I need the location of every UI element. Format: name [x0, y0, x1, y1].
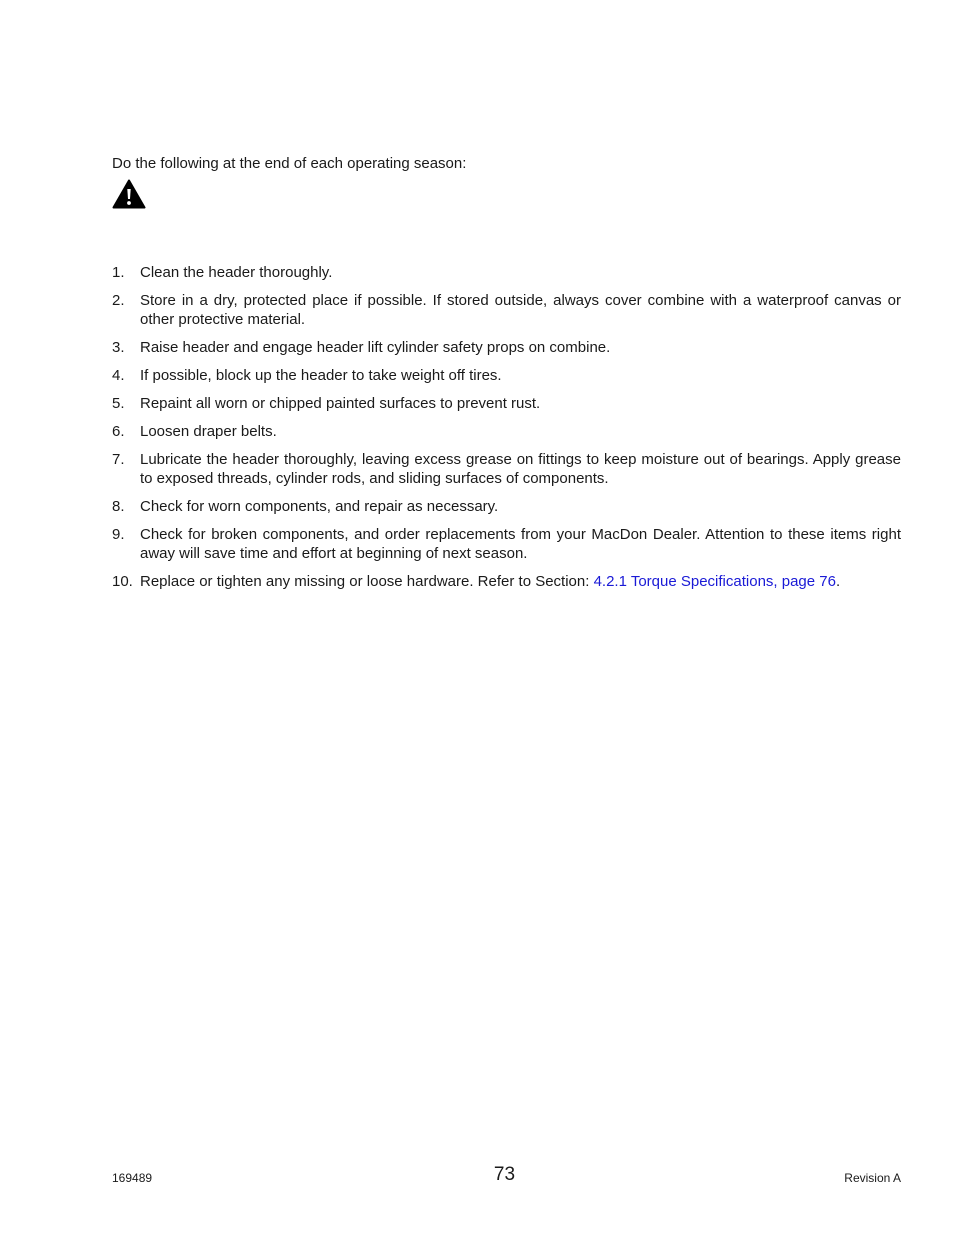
step-text-with-link: [140, 572, 901, 591]
step-text: Raise header and engage header lift cylinder safety props on combine.: [140, 339, 611, 356]
step-number: 4.: [112, 367, 125, 384]
step-number: 10.: [112, 573, 133, 590]
step-number: 1.: [112, 264, 125, 281]
list-item: [112, 263, 901, 282]
list-item: [112, 366, 901, 385]
step-text: Replace or tighten any missing or loose hardware. Refer to Section:: [140, 573, 594, 590]
step-text: If possible, block up the header to take weight off tires.: [140, 367, 502, 384]
step-text: Check for worn components, and repair as necessary.: [140, 498, 499, 515]
revision-label: Revision A: [844, 1171, 901, 1185]
list-item: [112, 572, 901, 591]
list-item: [112, 291, 901, 329]
list-item: [112, 497, 901, 516]
list-item: [112, 394, 901, 413]
list-item: [112, 450, 901, 488]
step-text: Store in a dry, protected place if possible. If stored outside, always cover combine with a waterproof canvas or other protective material.: [140, 292, 901, 328]
step-text: Clean the header thoroughly.: [140, 264, 333, 281]
document-number: 169489: [112, 1171, 153, 1185]
step-text: Loosen draper belts.: [140, 423, 277, 440]
step-number: 7.: [112, 451, 125, 468]
step-number: 3.: [112, 339, 125, 356]
torque-specifications-link[interactable]: 4.2.1 Torque Specifications, page 76: [593, 573, 836, 590]
step-number: 8.: [112, 498, 125, 515]
step-text: Lubricate the header thoroughly, leaving excess grease on fittings to keep moisture out of bearings. Apply grease to exposed threads, cylinder rods, and sliding surfaces of components.: [140, 451, 901, 487]
step-number: 2.: [112, 292, 125, 309]
step-number: 9.: [112, 526, 125, 543]
season-maintenance-steps: [112, 263, 901, 600]
intro-text: Do the following at the end of each operating season:: [112, 155, 467, 172]
list-item: [112, 525, 901, 563]
step-number: 5.: [112, 395, 125, 412]
list-item: [112, 422, 901, 441]
step-text-end: .: [835, 573, 841, 590]
step-text: Check for broken components, and order replacements from your MacDon Dealer. Attention to these items right away will save time and effort at beginning of next season.: [140, 526, 901, 562]
warning-triangle-icon: [112, 179, 146, 209]
list-item: [112, 338, 901, 357]
step-number: 6.: [112, 423, 125, 440]
page-number: 73: [493, 1164, 516, 1185]
step-text: Repaint all worn or chipped painted surfaces to prevent rust.: [140, 395, 541, 412]
